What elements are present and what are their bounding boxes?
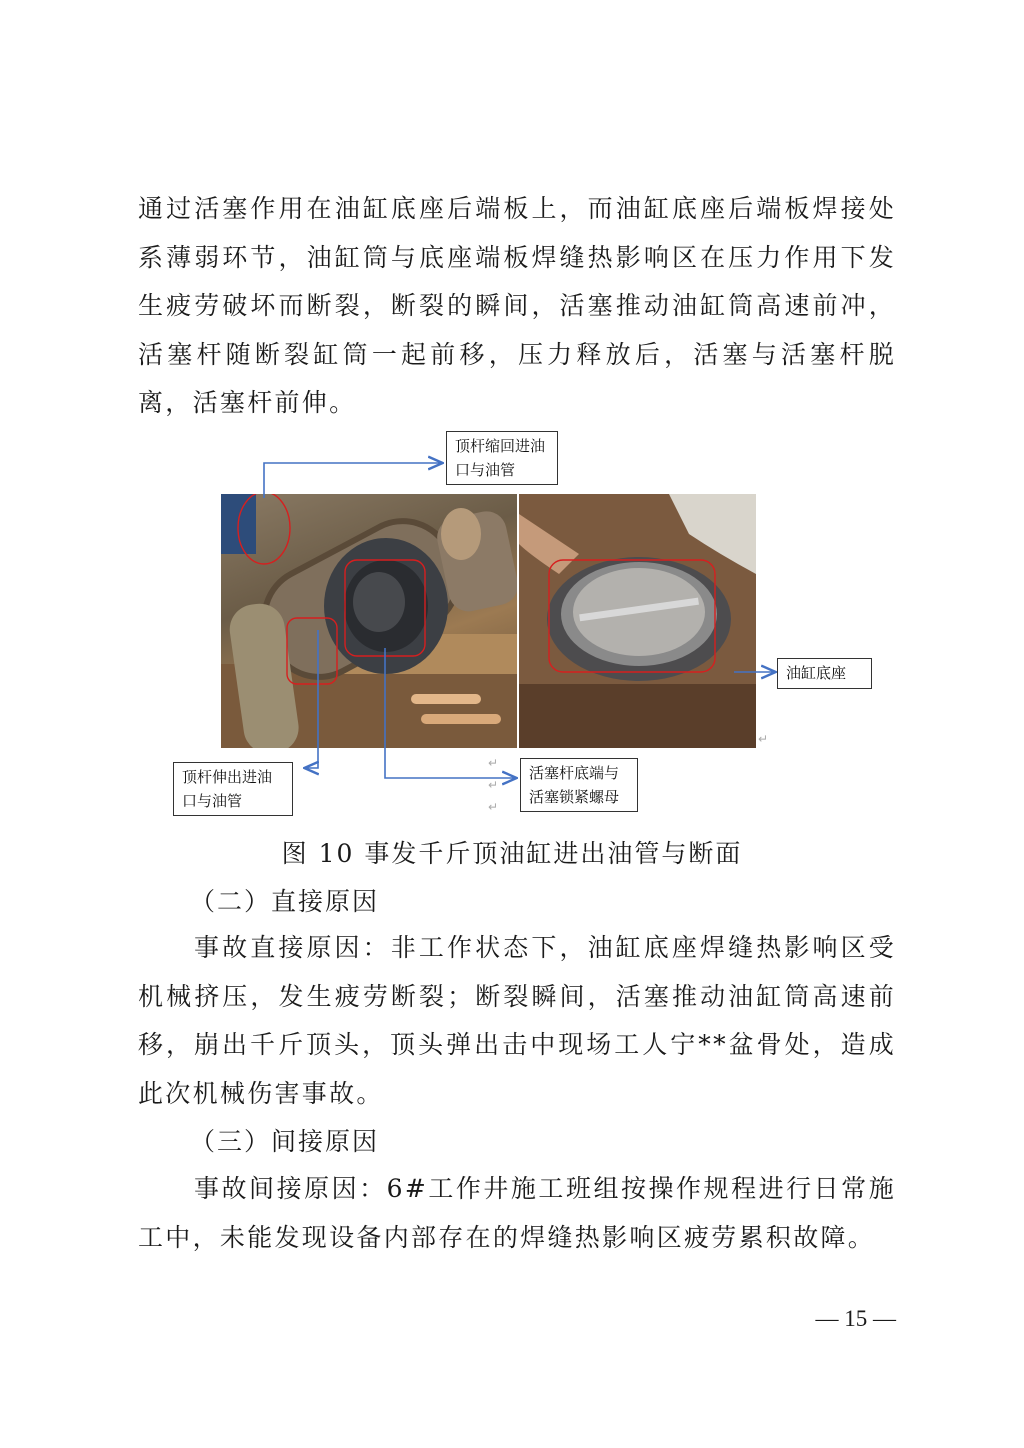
callout-extend-text: 顶杆伸出进油口与油管 bbox=[182, 768, 273, 810]
heading-indirect-cause: （三）间接原因 bbox=[190, 1127, 380, 1156]
cylinder-photo-left bbox=[221, 494, 517, 748]
indirect-cause-paragraph: 事故间接原因：6#工作井施工班组按操作规程进行日常施工中，未能发现设备内部存在的焊缝热影响区疲劳累积故障。 bbox=[138, 1174, 896, 1252]
direct-cause-paragraph: 事故直接原因：非工作状态下，油缸底座焊缝热影响区受机械挤压，发生疲劳断裂；断裂瞬间，活塞推动油缸筒高速前移，崩出千斤顶头，顶头弹出击中现场工人宁**盆骨处，造成此次机械伤害事故。 bbox=[138, 933, 896, 1108]
callout-cylinder-base bbox=[777, 658, 872, 689]
intro-paragraph: 通过活塞作用在油缸底座后端板上，而油缸底座后端板焊接处系薄弱环节，油缸筒与底座端板焊缝热影响区在压力作用下发生疲劳破坏而断裂，断裂的瞬间，活塞推动油缸筒高速前冲，活塞杆随断裂缸筒一起前移，压力释放后，活塞与活塞杆脱离，活塞杆前伸。 bbox=[138, 194, 896, 417]
callout-piston-text: 活塞杆底端与活塞锁紧螺母 bbox=[529, 764, 620, 806]
paragraph-mark: ↵ bbox=[488, 800, 499, 814]
callout-base-text: 油缸底座 bbox=[786, 664, 847, 682]
heading-direct-cause: （二）直接原因 bbox=[190, 887, 380, 916]
paragraph-mark: ↵ bbox=[758, 732, 769, 746]
arrow-retract bbox=[264, 463, 441, 498]
paragraph-mark: ↵ bbox=[488, 778, 499, 792]
callout-extend bbox=[173, 762, 293, 816]
figure-caption: 图 10 事发千斤顶油缸进出油管与断面 bbox=[281, 839, 743, 868]
cylinder-base-photo-right bbox=[519, 494, 756, 748]
callout-retract-text: 顶杆缩回进油口与油管 bbox=[455, 437, 546, 479]
callout-piston-nut bbox=[520, 758, 638, 812]
page-number: — 15 — bbox=[815, 1306, 896, 1331]
paragraph-mark: ↵ bbox=[488, 756, 499, 770]
callout-retract bbox=[446, 431, 558, 485]
